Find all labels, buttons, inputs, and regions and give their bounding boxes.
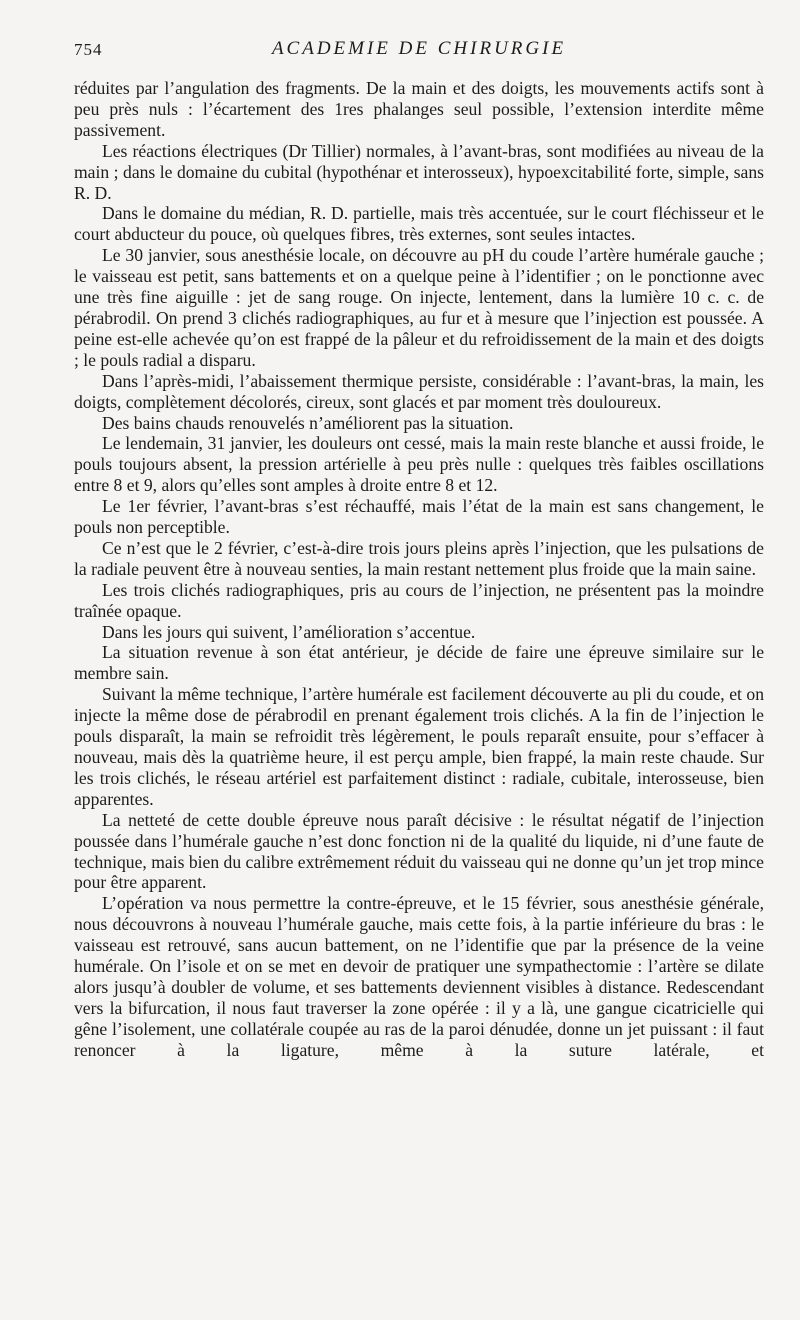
paragraph: Le 1er février, l’avant-bras s’est réchauffé, mais l’état de la main est sans changement, le pouls non perceptible. bbox=[74, 496, 764, 538]
running-title: ACADEMIE DE CHIRURGIE bbox=[271, 38, 567, 59]
paragraph: Le 30 janvier, sous anesthésie locale, on découvre au pH du coude l’artère humérale gauche ; le vaisseau est petit, sans battements et on a quelque peine à l’identifier ; on le ponctionne avec une très fine aiguille : jet de sang rouge. On injecte, lentement, dans la lumière 10 c. c. de pérabrodil. On prend 3 clichés radiographiques, au fur et à mesure que l’injection est poussée. A peine est-elle achevée qu’on est frappé de la pâleur et du refroidissement de la main et des doigts ; le pouls radial a disparu. bbox=[74, 245, 764, 370]
paragraph: Des bains chauds renouvelés n’améliorent pas la situation. bbox=[102, 412, 514, 433]
page-number: 754 bbox=[74, 40, 103, 59]
paragraph: L’opération va nous permettre la contre-épreuve, et le 15 février, sous anesthésie générale, nous découvrons à nouveau l’humérale gauche, mais cette fois, à la partie inférieure du bras : le vaisseau est retrouvé, sans aucun battement, on ne l’identifie que par la présence de la veine humérale. On l’isole et on se met en devoir de pratiquer une sympathectomie : l’artère se dilate alors jusqu’à doubler de volume, et ses battements deviennent visibles à distance. Redescendant vers la bifurcation, il nous faut traverser la zone opérée : il y a là, une gangue cicatricielle qui gêne l’isolement, une collatérale coupée au ras de la paroi dénudée, donne un jet puissant : il faut renoncer à la ligature, même à la suture latérale, et bbox=[74, 893, 764, 1060]
paragraph: réduites par l’angulation des fragments. De la main et des doigts, les mouvements actifs sont à peu près nuls : l’écartement des 1res phalanges seul possible, l’extension interdite même passivement. bbox=[74, 78, 764, 140]
paragraph: Suivant la même technique, l’artère humérale est facilement découverte au pli du coude, et on injecte la même dose de pérabrodil en prenant également trois clichés. A la fin de l’injection le pouls disparaît, la main se refroidit très légèrement, le pouls reparaît ensuite, pour s’effacer à nouveau, mais dès la quatrième heure, il est perçu ample, bien frappé, la main reste chaude. Sur les trois clichés, le réseau artériel est parfaitement distinct : radiale, cubitale, interosseuse, bien apparentes. bbox=[74, 684, 764, 809]
paragraph: Ce n’est que le 2 février, c’est-à-dire trois jours pleins après l’injection, que les pulsations de la radiale peuvent être à nouveau senties, la main restant nettement plus froide que la main saine. bbox=[74, 537, 764, 579]
paragraph: La situation revenue à son état antérieur, je décide de faire une épreuve similaire sur le membre sain. bbox=[74, 642, 764, 684]
paragraph: Le lendemain, 31 janvier, les douleurs ont cessé, mais la main reste blanche et aussi froide, le pouls toujours absent, la pression artérielle à peu près nulle : quelques très faibles oscillations entre 8 et 9, alors qu’elles sont amples à droite entre 8 et 12. bbox=[74, 433, 764, 496]
body-text bbox=[74, 78, 764, 1061]
page-header bbox=[74, 40, 764, 70]
paragraph: Les réactions électriques (Dr Tillier) normales, à l’avant-bras, sont modifiées au niveau de la main ; dans le domaine du cubital (hypothénar et interosseux), hypoexcitabilité forte, simple, sans R. D. bbox=[74, 140, 764, 203]
paragraph: Dans l’après-midi, l’abaissement thermique persiste, considérable : l’avant-bras, la main, les doigts, complètement décolorés, cireux, sont glacés et par moment très douloureux. bbox=[74, 370, 764, 412]
paragraph: Dans les jours qui suivent, l’amélioration s’accentue. bbox=[102, 621, 476, 642]
paragraph: Dans le domaine du médian, R. D. partielle, mais très accentuée, sur le court fléchisseur et le court abducteur du pouce, où quelques fibres, très externes, sont seules intactes. bbox=[74, 203, 764, 245]
paragraph: La netteté de cette double épreuve nous paraît décisive : le résultat négatif de l’injection poussée dans l’humérale gauche n’est donc fonction ni de la qualité du liquide, ni d’une faute de technique, mais bien du calibre extrêmement réduit du vaisseau qui ne donne qu’un jet trop mince pour être apparent. bbox=[74, 809, 764, 893]
paragraph: Les trois clichés radiographiques, pris au cours de l’injection, ne présentent pas la moindre traînée opaque. bbox=[74, 579, 764, 621]
